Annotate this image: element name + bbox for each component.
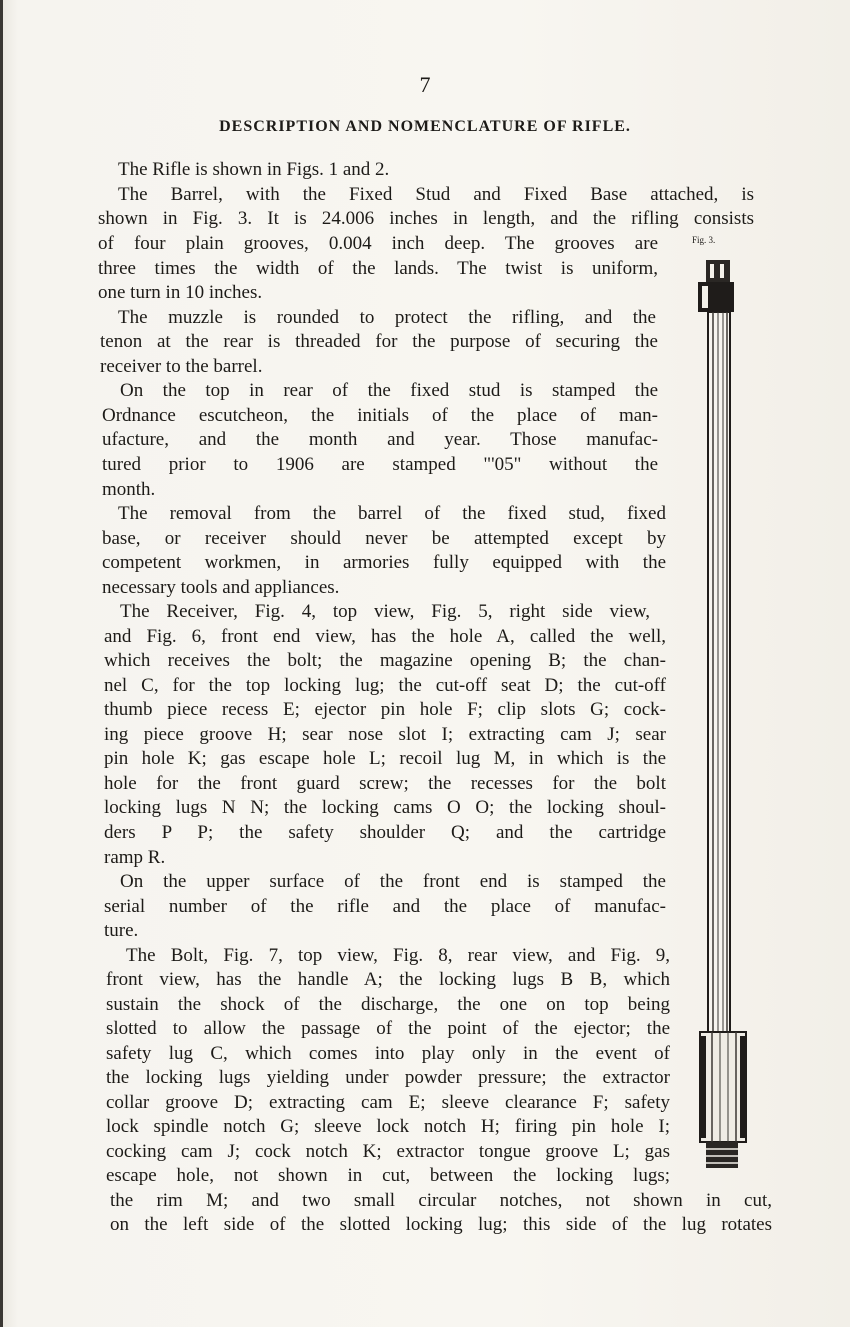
text-line: lock spindle notch G; sleeve lock notch H; firing pin hole I;: [106, 1116, 670, 1137]
section-heading: DESCRIPTION AND NOMENCLATURE OF RIFLE.: [219, 118, 631, 135]
text-line: cocking cam J; cock notch K; extractor tongue groove L; gas: [106, 1141, 670, 1162]
text-line: The Barrel, with the Fixed Stud and Fixed Base attached, is: [118, 184, 754, 205]
page-number: 7: [419, 72, 431, 97]
text-line: hole for the front guard screw; the recesses for the bolt: [104, 773, 666, 794]
text-line: On the upper surface of the front end is stamped the: [120, 871, 666, 892]
text-line: the rim M; and two small circular notches, not shown in cut,: [110, 1190, 772, 1211]
text-line: which receives the bolt; the magazine opening B; the chan-: [104, 650, 666, 671]
page-edge: [0, 0, 3, 1327]
figure-label: Fig. 3.: [692, 235, 716, 245]
text-line: The Rifle is shown in Figs. 1 and 2.: [118, 159, 390, 180]
text-line: front view, has the handle A; the locking lugs B B, which: [106, 969, 670, 990]
text-line: and Fig. 6, front end view, has the hole A, called the well,: [104, 626, 666, 647]
text-line: locking lugs N N; the locking cams O O; the locking shoul-: [104, 797, 666, 818]
text-line: competent workmen, in armories fully equipped with the: [102, 552, 666, 573]
text-line: The Receiver, Fig. 4, top view, Fig. 5, right side view,: [120, 601, 650, 622]
text-line: ing piece groove H; sear nose slot I; extracting cam J; sear: [104, 724, 666, 745]
barrel-figure-illustration: [696, 256, 748, 1174]
text-line: on the left side of the slotted locking lug; this side of the lug rotates: [110, 1214, 772, 1235]
text-line: slotted to allow the passage of the point of the ejector; the: [106, 1018, 670, 1039]
text-line: The removal from the barrel of the fixed stud, fixed: [118, 503, 666, 524]
text-line: ufacture, and the month and year. Those manufac-: [102, 429, 658, 450]
text-line: pin hole K; gas escape hole L; recoil lug M, in which is the: [104, 748, 666, 769]
text-line: On the top in rear of the fixed stud is stamped the: [120, 380, 658, 401]
text-line: nel C, for the top locking lug; the cut-off seat D; the cut-off: [104, 675, 666, 696]
text-line: ture.: [104, 920, 139, 941]
text-line: Ordnance escutcheon, the initials of the place of man-: [102, 405, 658, 426]
text-line: ramp R.: [104, 847, 166, 868]
text-line: three times the width of the lands. The twist is uniform,: [98, 258, 658, 279]
text-line: receiver to the barrel.: [100, 356, 263, 377]
text-line: tured prior to 1906 are stamped "'05" without the: [102, 454, 658, 475]
text-line: collar groove D; extracting cam E; sleeve clearance F; safety: [106, 1092, 670, 1113]
text-line: safety lug C, which comes into play only in the event of: [106, 1043, 670, 1064]
text-line: the locking lugs yielding under powder pressure; the extractor: [106, 1067, 670, 1088]
text-line: thumb piece recess E; ejector pin hole F; clip slots G; cock-: [104, 699, 666, 720]
text-line: serial number of the rifle and the place of manufac-: [104, 896, 666, 917]
text-line: of four plain grooves, 0.004 inch deep. The grooves are: [98, 233, 658, 254]
text-line: one turn in 10 inches.: [98, 282, 263, 303]
text-line: The muzzle is rounded to protect the rifling, and the: [118, 307, 656, 328]
text-line: month.: [102, 479, 156, 500]
text-line: necessary tools and appliances.: [102, 577, 340, 598]
text-line: escape hole, not shown in cut, between the locking lugs;: [106, 1165, 670, 1186]
text-line: The Bolt, Fig. 7, top view, Fig. 8, rear view, and Fig. 9,: [126, 945, 670, 966]
text-line: tenon at the rear is threaded for the purpose of securing the: [100, 331, 658, 352]
text-line: sustain the shock of the discharge, the one on top being: [106, 994, 670, 1015]
text-line: base, or receiver should never be attempted except by: [102, 528, 666, 549]
text-line: shown in Fig. 3. It is 24.006 inches in length, and the rifling consists: [98, 208, 754, 229]
text-line: ders P P; the safety shoulder Q; and the cartridge: [104, 822, 666, 843]
